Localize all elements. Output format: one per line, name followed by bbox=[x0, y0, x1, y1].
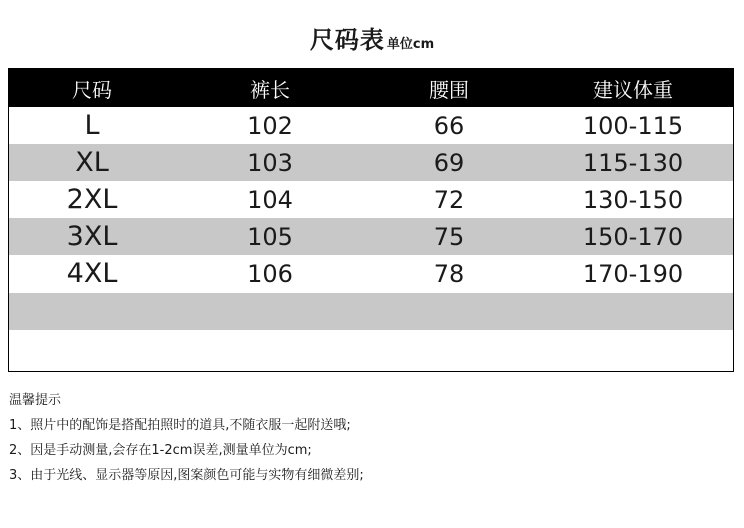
cell-length: 104 bbox=[247, 185, 293, 214]
cell-weight: 130-150 bbox=[582, 185, 684, 214]
table-row bbox=[9, 181, 733, 218]
cell-weight: 150-170 bbox=[582, 222, 684, 251]
title-text: 尺码表 bbox=[309, 26, 385, 54]
cell-waist: 75 bbox=[433, 222, 465, 251]
cell-size: 3XL bbox=[66, 221, 118, 252]
table-row bbox=[9, 218, 733, 255]
cell-weight: 170-190 bbox=[582, 259, 684, 288]
cell-waist: 69 bbox=[433, 148, 465, 177]
header-waist: 腰围 bbox=[429, 77, 469, 102]
cell-length: 105 bbox=[247, 222, 293, 251]
table-row bbox=[9, 144, 733, 181]
tip-item: 2、因是手动测量,会存在1-2cm误差,测量单位为cm; bbox=[9, 443, 312, 458]
cell-size: 2XL bbox=[66, 184, 118, 215]
cell-weight: 100-115 bbox=[582, 111, 684, 140]
cell-size: L bbox=[84, 110, 100, 141]
table-header-row bbox=[9, 69, 733, 107]
tips-section bbox=[9, 388, 364, 488]
tip-item: 3、由于光线、显示器等原因,图案颜色可能与实物有细微差别; bbox=[9, 468, 364, 483]
cell-waist: 66 bbox=[433, 111, 465, 140]
size-table bbox=[8, 68, 734, 372]
table-row bbox=[9, 107, 733, 144]
cell-length: 106 bbox=[247, 259, 293, 288]
cell-weight: 115-130 bbox=[582, 148, 684, 177]
page-title bbox=[0, 20, 744, 55]
header-size: 尺码 bbox=[72, 77, 112, 102]
tips-title: 温馨提示 bbox=[9, 393, 62, 408]
table-row bbox=[9, 255, 733, 292]
title-unit: 单位cm bbox=[386, 37, 435, 52]
table-row-empty bbox=[9, 293, 733, 330]
cell-length: 102 bbox=[247, 111, 293, 140]
cell-waist: 72 bbox=[433, 185, 465, 214]
cell-length: 103 bbox=[247, 148, 293, 177]
tip-item: 1、照片中的配饰是搭配拍照时的道具,不随衣服一起附送哦; bbox=[9, 418, 351, 433]
cell-size: XL bbox=[75, 147, 109, 178]
cell-waist: 78 bbox=[433, 259, 465, 288]
cell-size: 4XL bbox=[66, 258, 118, 289]
header-length: 裤长 bbox=[250, 77, 290, 102]
header-weight: 建议体重 bbox=[593, 77, 673, 102]
